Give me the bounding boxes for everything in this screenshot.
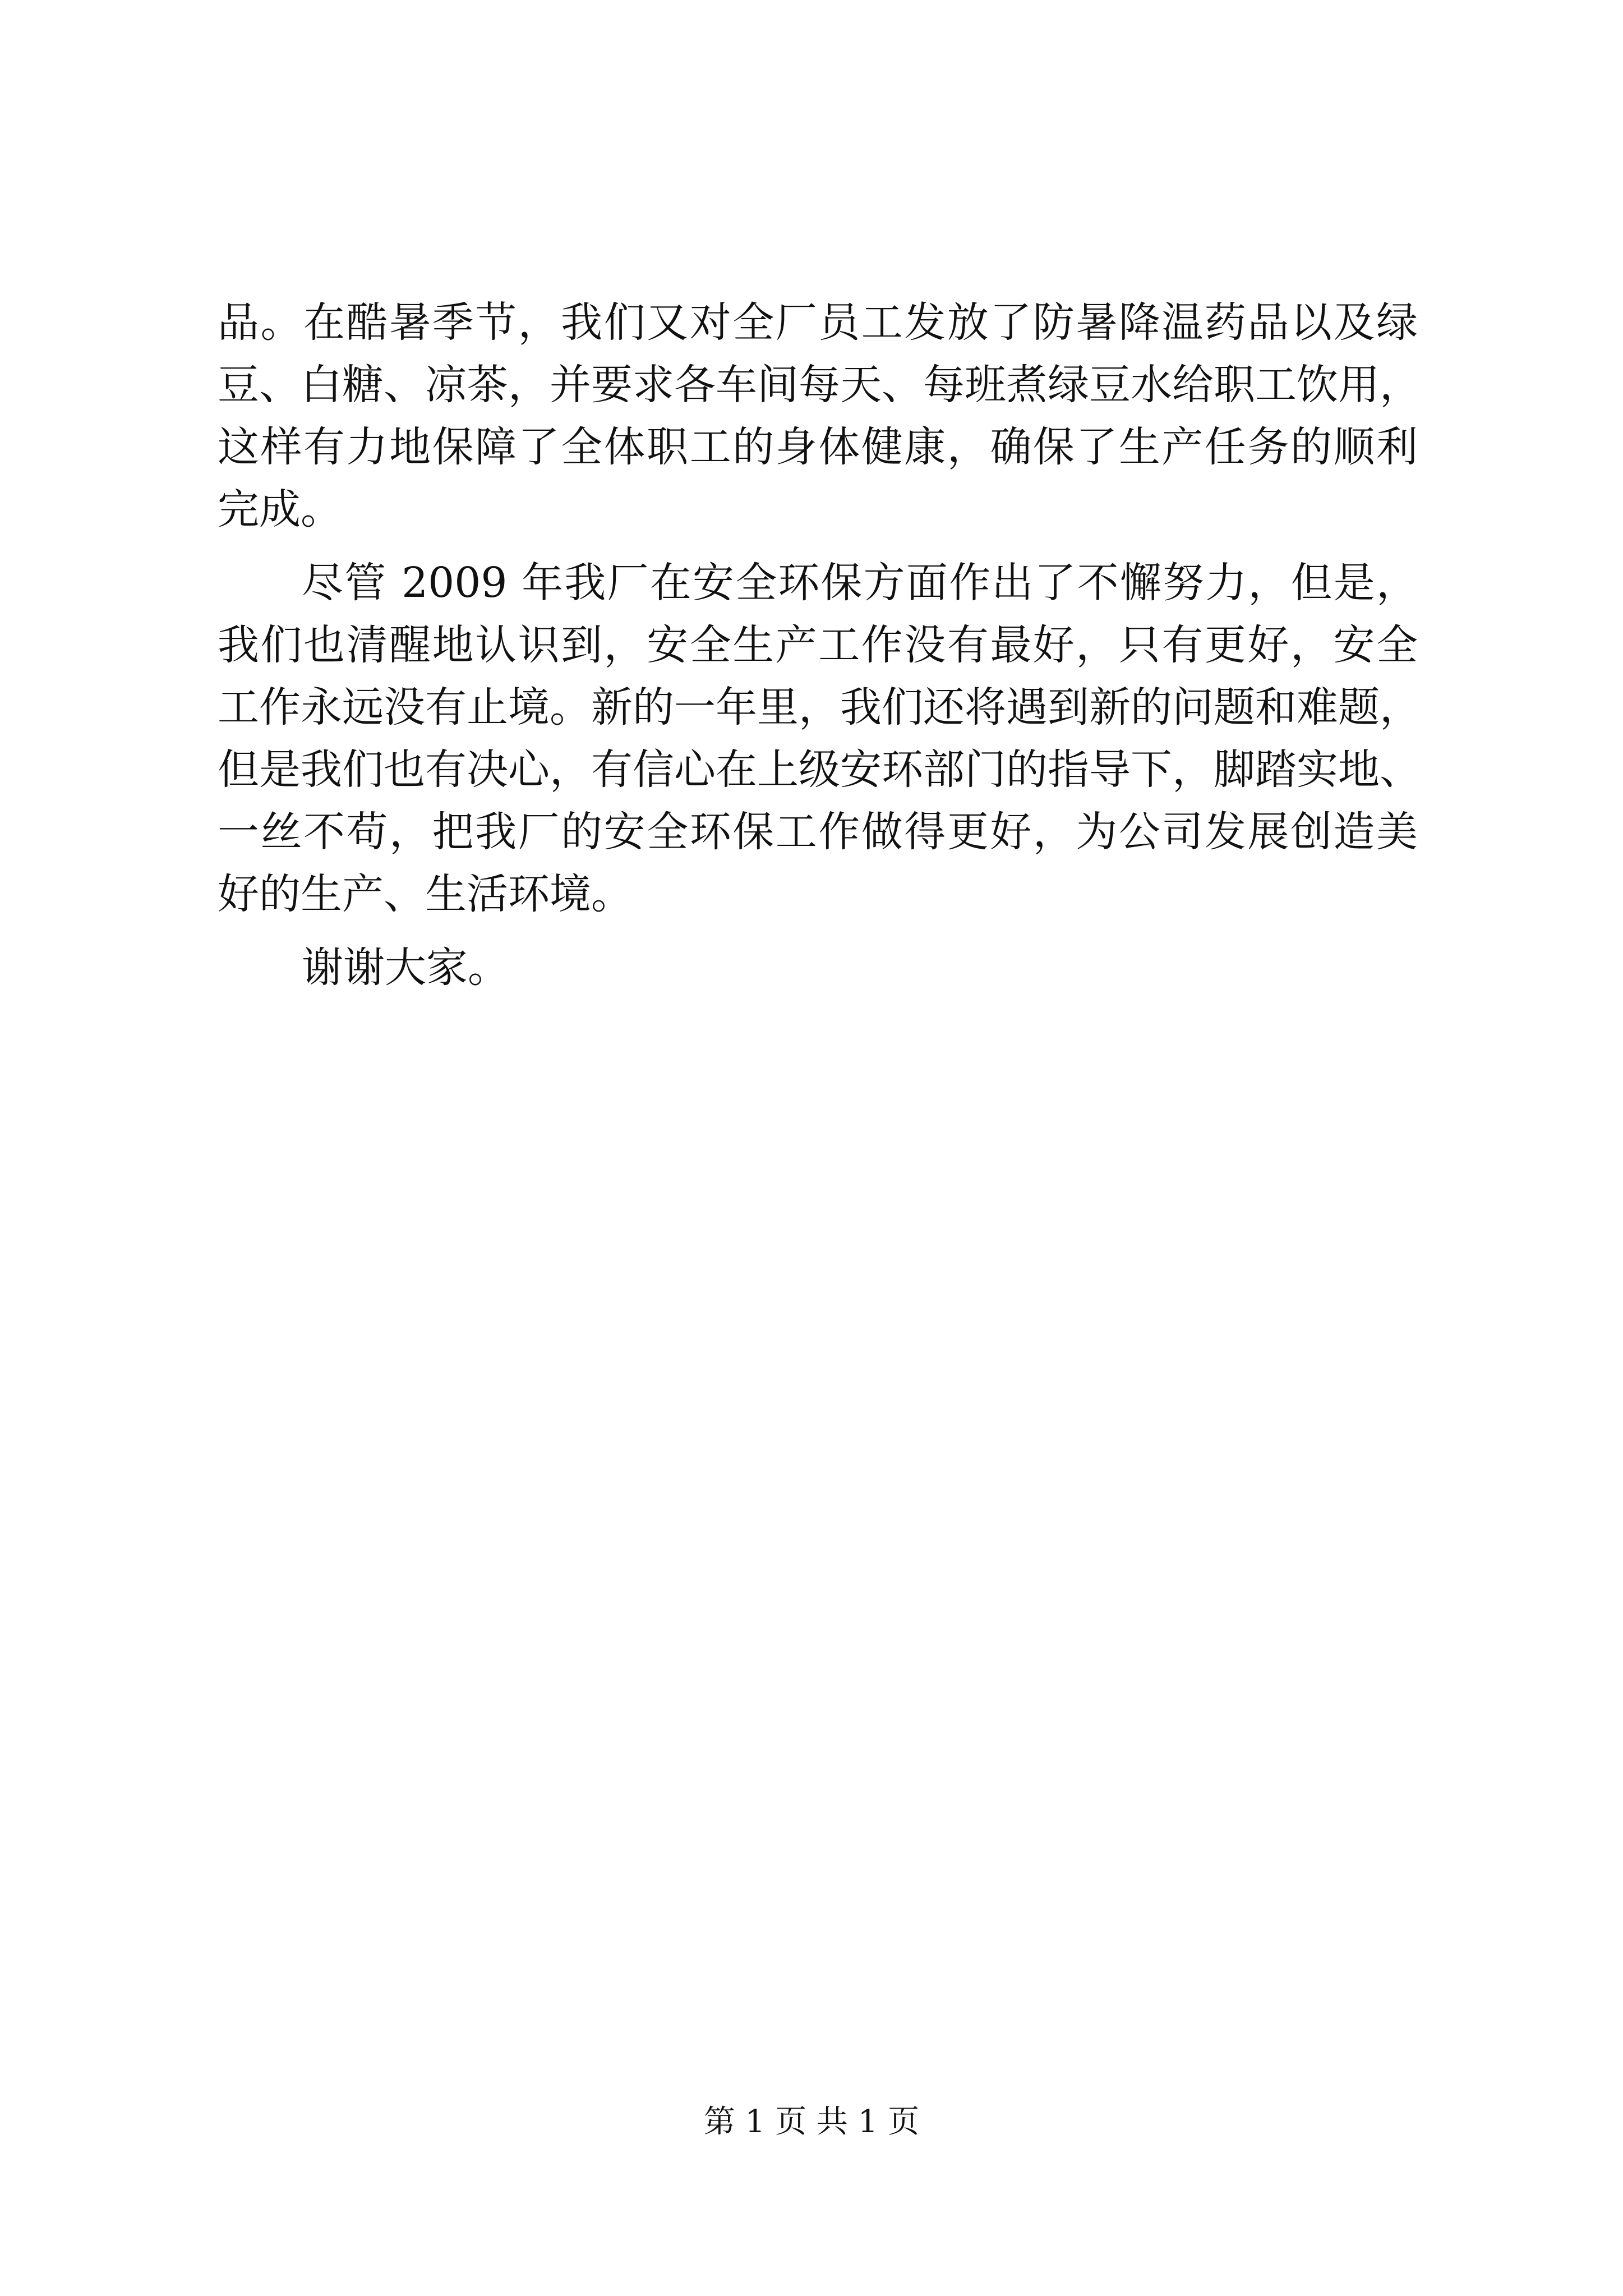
paragraph-gap xyxy=(218,541,1418,552)
text-line: 品。在酷暑季节，我们又对全厂员工发放了防暑降温药品以及绿 xyxy=(218,298,1418,347)
text-line: 我们也清醒地认识到，安全生产工作没有最好，只有更好，安全 xyxy=(218,621,1418,669)
text-line: 尽管 2009 年我厂在安全环保方面作出了不懈努力，但是， xyxy=(302,559,1418,607)
text-line: 谢谢大家。 xyxy=(302,944,509,992)
text-line: 豆、白糖、凉茶，并要求各车间每天、每班煮绿豆水给职工饮用， xyxy=(218,361,1421,409)
text-line: 一丝不苟，把我厂的安全环保工作做得更好，为公司发展创造美 xyxy=(218,808,1418,856)
text-line: 但是我们也有决心，有信心在上级安环部门的指导下，脚踏实地、 xyxy=(218,746,1421,794)
text-line: 完成。 xyxy=(218,485,342,533)
paragraph xyxy=(218,552,1421,926)
text-line: 工作永远没有止境。新的一年里，我们还将遇到新的问题和难题， xyxy=(218,683,1421,731)
page-footer xyxy=(0,2102,1623,2142)
text-line: 这样有力地保障了全体职工的身体健康，确保了生产任务的顺利 xyxy=(218,423,1418,471)
text-line: 好的生产、生活环境。 xyxy=(218,870,633,918)
document-body xyxy=(218,292,1421,999)
page-number: 第 1 页 共 1 页 xyxy=(703,2104,920,2140)
paragraph xyxy=(218,292,1421,541)
paragraph-gap xyxy=(218,926,1418,937)
paragraph xyxy=(218,937,1418,999)
